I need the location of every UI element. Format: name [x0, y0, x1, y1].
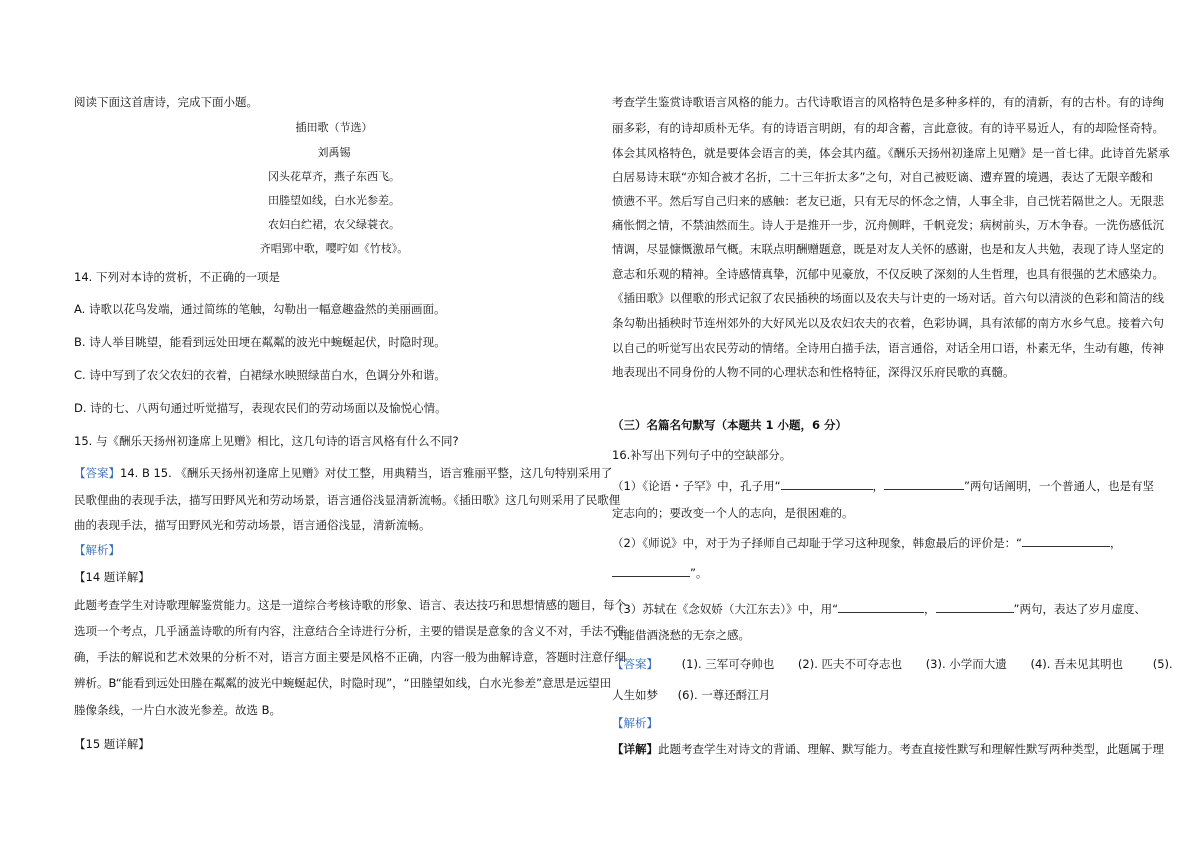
detail-tag: 【详解】 — [612, 742, 658, 756]
analysis-tag: 【解析】 — [612, 716, 658, 730]
blank-field — [936, 601, 1014, 613]
answer-tag: 【答案】 — [612, 657, 658, 671]
q14-detail-title: 【14 题详解】 — [74, 570, 150, 584]
answer-item: 人生如梦 — [612, 688, 658, 702]
q16-item-1-cont: 定志向的；要改变一个人的志向，是很困难的。 — [612, 506, 854, 520]
q16-answers-cont — [612, 688, 770, 702]
poem-author: 刘禹锡 — [317, 146, 351, 159]
para-line: 体会其风格特色，就是要体会语言的美，体会其内蕴。《酬乐天扬州初逢席上见赠》是一首七律。此诗首先紧承 — [612, 146, 1170, 160]
q14-detail-line: 此题考查学生对诗歌理解鉴赏能力。这是一道综合考核诗歌的形象、语言、表达技巧和思想情感的题目，每个 — [74, 598, 626, 612]
q14-detail-line: 辨析。B“能看到远处田塍在粼粼的波光中蜿蜒起伏，时隐时现”，“田塍望如线，白水光参差”意思是远望田 — [74, 676, 612, 690]
blank-field — [838, 601, 924, 613]
answer-item: (4). 吾未见其明也 — [1030, 657, 1124, 671]
poem-line: 齐唱郢中歌，嘤咛如《竹枝》。 — [259, 242, 409, 255]
para-line: 考查学生鉴赏诗歌语言风格的能力。古代诗歌语言的风格特色是多种多样的，有的清新，有的古朴。有的诗绚 — [612, 95, 1164, 109]
detail-line: 【详解】此题考查学生对诗文的背诵、理解、默写能力。考查直接性默写和理解性默写两种类型，此题属于理 — [612, 742, 1164, 756]
para-line: 地表现出不同身份的人物不同的心理状态和性格特征，深得汉乐府民歌的真髓。 — [612, 365, 1015, 379]
q16-item-2: （2）《师说》中，对于为子择师自己却耻于学习这种现象，韩愈最后的评价是：“ ， — [612, 536, 1122, 550]
question-16: 16.补写出下列句子中的空缺部分。 — [612, 448, 792, 462]
option-b: B. 诗人举目眺望，能看到远处田埂在粼粼的波光中蜿蜒起伏，时隐时现。 — [74, 335, 446, 349]
answer-item: (2). 匹夫不可夺志也 — [797, 657, 903, 671]
para-line: 以自己的听觉写出农民劳动的情绪。全诗用白描手法，语言通俗，对话全用口语，朴素无华，生动有趣，传神 — [612, 341, 1164, 355]
q16-item-3-cont: 只能借酒浇愁的无奈之感。 — [612, 628, 750, 642]
answer-item: (1). 三军可夺帅也 — [681, 657, 775, 671]
blank-field — [781, 478, 873, 490]
q16-answers — [612, 657, 1173, 671]
poem-line: 冈头花草齐，燕子东西飞。 — [268, 170, 400, 183]
answer-line: 曲的表现手法，描写田野风光和劳动场景，语言通俗浅显，清新流畅。 — [74, 518, 431, 532]
blank-field — [1022, 535, 1110, 547]
q14-detail-line: 塍像条线，一片白水波光参差。故选 B。 — [74, 703, 282, 717]
poem-line: 田塍望如线，白水光参差。 — [268, 194, 400, 207]
answer-item: (5). — [1152, 657, 1173, 671]
blank-field — [884, 478, 964, 490]
para-line: 情调，尽显慷慨激昂气概。末联点明酬赠题意，既是对友人关怀的感谢，也是和友人共勉，表现了诗人坚定的 — [612, 242, 1164, 256]
q16-item-3: （3）苏轼在《念奴娇（大江东去）》中，用“ ， ”两句，表达了岁月虚度、 — [612, 602, 1146, 616]
question-14: 14. 下列对本诗的赏析，不正确的一项是 — [74, 270, 280, 284]
para-line: 白居易诗末联“亦知合被才名折，二十三年折太多”之句，对自己被贬谪、遭弃置的境遇，表达了无限辛酸和 — [612, 170, 1153, 184]
option-a: A. 诗歌以花鸟发端，通过简练的笔触，勾勒出一幅意趣盎然的美丽画面。 — [74, 302, 446, 316]
para-line: 意志和乐观的精神。全诗感情真挚，沉郁中见豪放，不仅反映了深刻的人生哲理，也具有很强的艺术感染力。 — [612, 267, 1164, 281]
poem-line: 农妇白纻裙，农父绿蓑衣。 — [268, 218, 400, 231]
q14-detail-line: 选项一个考点，几乎涵盖诗歌的所有内容，注意结合全诗进行分析，主要的错误是意象的含义不对，手法不准 — [74, 624, 626, 638]
answer-item: (6). 一尊还酹江月 — [677, 688, 771, 702]
q16-item-1: （1）《论语・子罕》中，孔子用“ ， ”两句话阐明，一个普通人，也是有坚 — [612, 479, 1154, 493]
para-line: 痛怅惘之情，不禁油然而生。诗人于是推开一步，沉舟侧畔，千帆竞发；病树前头，万木争春。一洗伤感低沉 — [612, 218, 1164, 232]
para-line: 丽多彩，有的诗却质朴无华。有的诗语言明朗，有的却含蓄，言此意彼。有的诗平易近人，有的却险怪奇特。 — [612, 121, 1164, 135]
question-15: 15. 与《酬乐天扬州初逢席上见赠》相比，这几句诗的语言风格有什么不同? — [74, 434, 459, 448]
analysis-tag: 【解析】 — [74, 543, 120, 557]
answer-text: 14. B 15. 《酬乐天扬州初逢席上见赠》对仗工整，用典精当，语言雅丽平整，这几句特别采用了 — [120, 466, 613, 480]
answer-tag: 【答案】 — [74, 466, 120, 480]
poem-title: 插田歌（节选） — [295, 121, 373, 134]
q14-detail-line: 确，手法的解说和艺术效果的分析不对，语言方面主要是风格不正确，内容一般为曲解诗意，答题时注意仔细 — [74, 650, 626, 664]
q16-item-2-cont: ”。 — [612, 565, 707, 580]
answer-line — [74, 466, 612, 480]
para-line: 条勾勒出插秧时节连州郊外的大好风光以及农妇农夫的衣着，色彩协调，具有浓郁的南方水乡气息。接着六句 — [612, 316, 1164, 330]
section-heading: （三）名篇名句默写（本题共 1 小题，6 分） — [612, 418, 848, 432]
answer-line: 民歌俚曲的表现手法，描写田野风光和劳动场景，语言通俗浅显清新流畅。《插田歌》这几句则采用了民歌俚 — [74, 493, 621, 507]
para-line: 愤懑不平。然后写自己归来的感触：老友已逝，只有无尽的怀念之情，人事全非，自己恍若隔世之人。无限悲 — [612, 194, 1164, 208]
answer-item: (3). 小学而大遗 — [925, 657, 1007, 671]
q15-detail-title: 【15 题详解】 — [74, 737, 150, 751]
reading-intro: 阅读下面这首唐诗，完成下面小题。 — [74, 95, 258, 109]
blank-field — [612, 565, 690, 577]
para-line: 《插田歌》以俚歌的形式记叙了农民插秧的场面以及农夫与计吏的一场对话。首六句以清淡的色彩和简洁的线 — [612, 291, 1164, 305]
option-d: D. 诗的七、八两句通过听觉描写，表现农民们的劳动场面以及愉悦心情。 — [74, 401, 447, 415]
option-c: C. 诗中写到了农父农妇的衣着，白裙绿水映照绿苗白水，色调分外和谐。 — [74, 368, 446, 382]
